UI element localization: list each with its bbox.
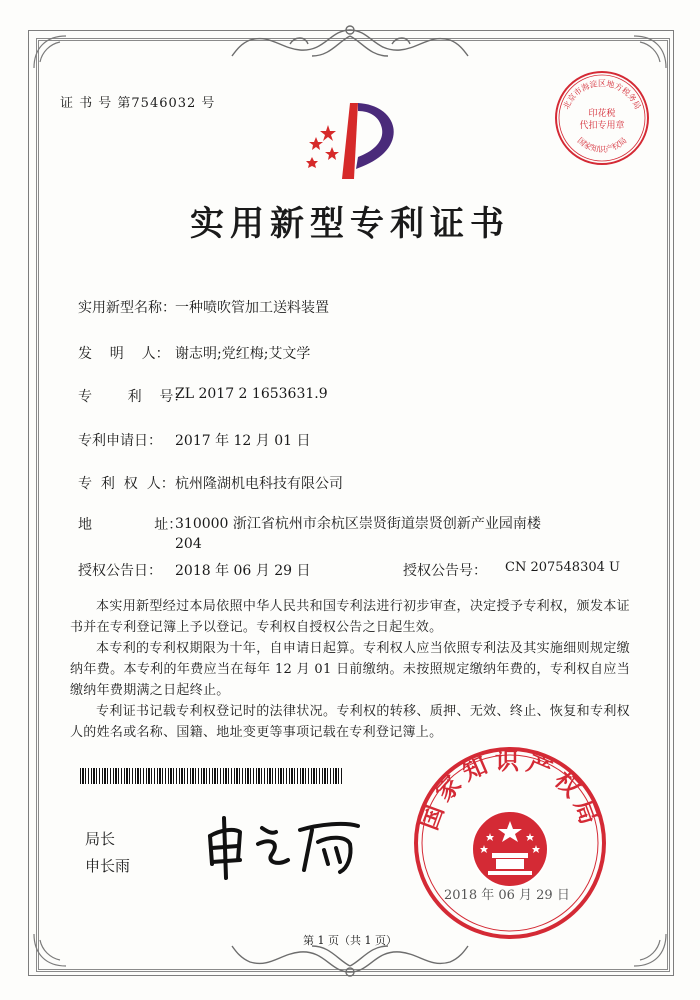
body-paragraph: 本实用新型经过本局依照中华人民共和国专利法进行初步审查，决定授予专利权，颁发本证书并在专利登记簿上予以登记。专利权自授权公告之日起生效。: [70, 599, 630, 635]
body-paragraph: 本专利的专利权期限为十年，自申请日起算。专利权人应当依照专利法及其实施细则规定缴纳年费。本专利的年费应当在每年 12 月 01 日前缴纳。未按照规定缴纳年费的，专利权自应当缴纳年费期满之日起终止。: [70, 641, 630, 698]
certificate-body: [70, 596, 630, 743]
filing-date-value: 2017 年 12 月 01 日: [175, 433, 311, 449]
inventor-label: 发 明 人：: [78, 346, 170, 362]
seal-top-ring-text: 北京市海淀区地方税务局: [561, 79, 643, 111]
grant-date-value: 2018 年 06 月 29 日: [175, 563, 311, 579]
patent-office-logo-icon: [292, 95, 412, 183]
svg-text:国家知识产权局: [576, 136, 629, 154]
name-value: 一种喷吹管加工送料装置: [175, 300, 329, 316]
address-label: 地 址：: [78, 517, 183, 533]
patentee-value: 杭州隆湖机电科技有限公司: [175, 476, 343, 492]
grant-date-label: 授权公告日：: [78, 563, 162, 579]
seal-date: 2018 年 06 月 29 日: [444, 888, 570, 903]
publication-number-value: CN 207548304 U: [505, 560, 620, 575]
tax-agency-seal-icon: [552, 68, 652, 168]
page-number: 第 1 页（共 1 页）: [303, 934, 397, 947]
filing-date-label: 专利申请日：: [78, 433, 162, 449]
publication-number-label: 授权公告号：: [403, 563, 487, 579]
barcode: [80, 768, 342, 784]
inventor-value: 谢志明;党红梅;艾文学: [175, 346, 311, 362]
corner-ornament-icon: [30, 32, 70, 72]
seal-line-1: 印花税: [588, 109, 616, 119]
corner-ornament-icon: [630, 32, 670, 72]
national-emblem-icon: [472, 811, 548, 887]
patent-number-value: ZL 2017 2 1653631.9: [175, 386, 328, 402]
patent-number-label: 专 利 号：: [78, 389, 188, 405]
signature-icon: [200, 808, 365, 883]
address-value: 310000 浙江省杭州市余杭区崇贤街道崇贤创新产业园南楼 204: [175, 516, 541, 552]
body-paragraph: 专利证书记载专利权登记时的法律状况。专利权的转移、质押、无效、终止、恢复和专利权人的姓名或名称、国籍、地址变更等事项记载在专利登记簿上。: [70, 704, 630, 740]
director-title: 局长: [85, 830, 116, 848]
office-seal-ring-text: 国家知识产权局: [413, 746, 607, 834]
seal-line-2: 代扣专用章: [579, 121, 625, 131]
top-ornament-icon: [230, 22, 470, 62]
patentee-label: 专 利 权 人：: [78, 476, 175, 492]
certificate-title: 实用新型专利证书: [190, 204, 510, 244]
name-label: 实用新型名称：: [78, 300, 176, 316]
certificate-number: 证 书 号 第7546032 号: [60, 96, 216, 111]
patent-office-seal-icon: [412, 745, 608, 941]
director-name: 申长雨: [85, 857, 131, 875]
seal-bottom-ring-text: 国家知识产权局: [575, 135, 629, 154]
